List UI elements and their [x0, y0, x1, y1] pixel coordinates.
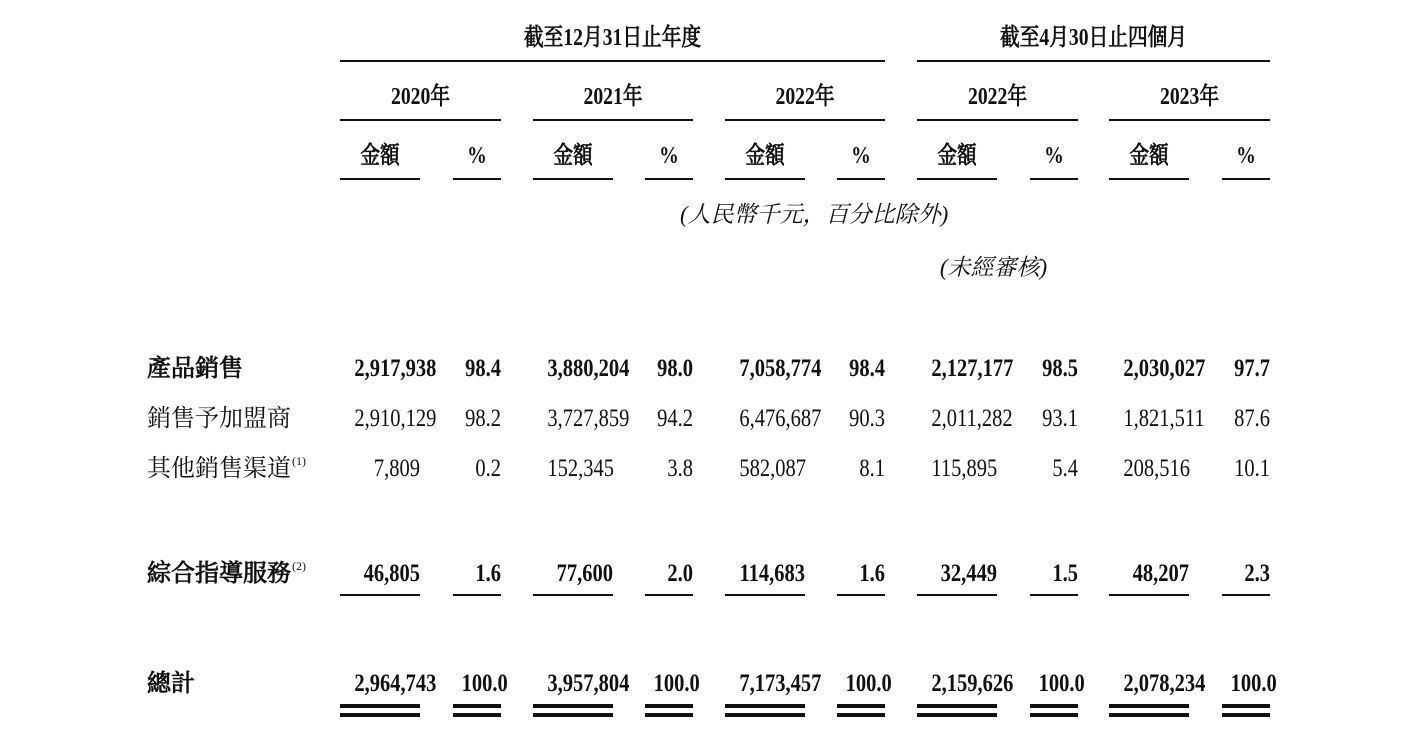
total-double-rule	[533, 713, 613, 717]
amount-cell: 208,516	[1123, 455, 1191, 482]
year-header: 2022年	[775, 84, 835, 110]
subtotal-rule	[645, 594, 693, 596]
total-double-rule	[645, 713, 693, 717]
percent-cell: 1.5	[1052, 560, 1078, 587]
amount-header: 金額	[1129, 143, 1169, 169]
group-header-four-months: 截至4月30日止四個月	[1000, 25, 1187, 51]
amount-cell: 1,821,511	[1123, 405, 1205, 432]
total-double-rule	[917, 713, 997, 717]
footnote-marker: (1)	[292, 454, 306, 468]
percent-cell: 98.0	[657, 355, 693, 382]
percent-cell: 94.2	[657, 405, 693, 432]
total-double-rule	[645, 704, 693, 708]
amount-header: 金額	[360, 143, 400, 169]
percent-cell: 100.0	[1230, 670, 1277, 697]
year-header-rule	[917, 119, 1078, 121]
amount-cell: 3,957,804	[547, 670, 630, 697]
percent-cell: 0.2	[475, 455, 501, 482]
row-label-text: 綜合指導服務	[147, 561, 291, 587]
amount-cell: 582,087	[739, 455, 807, 482]
amount-cell: 7,173,457	[739, 670, 822, 697]
percent-cell: 5.4	[1052, 455, 1078, 482]
percent-cell: 2.3	[1244, 560, 1270, 587]
amount-header: 金額	[745, 143, 785, 169]
total-double-rule	[837, 713, 885, 717]
amount-header: 金額	[937, 143, 977, 169]
row-label	[147, 357, 243, 381]
percent-cell: 8.1	[859, 455, 885, 482]
percent-cell: 100.0	[461, 670, 508, 697]
amount-cell: 2,127,177	[931, 355, 1014, 382]
total-double-rule	[725, 704, 805, 708]
unit-note: (人民幣千元，百分比除外)	[680, 202, 949, 227]
percent-cell: 98.2	[465, 405, 501, 432]
percent-cell: 98.4	[465, 355, 501, 382]
group-header-rule	[340, 60, 885, 62]
amount-cell: 2,964,743	[354, 670, 437, 697]
percent-cell: 10.1	[1234, 455, 1270, 482]
row-label-text: 其他銷售渠道	[147, 456, 291, 482]
year-header-rule	[1109, 119, 1270, 121]
subtotal-rule	[340, 594, 420, 596]
subtotal-rule	[533, 594, 613, 596]
amount-cell: 3,727,859	[547, 405, 630, 432]
subtotal-rule	[725, 594, 805, 596]
amount-cell: 77,600	[556, 560, 613, 587]
sub-header-rule	[1222, 178, 1270, 180]
percent-cell: 1.6	[859, 560, 885, 587]
group-header-fiscal-year: 截至12月31日止年度	[523, 25, 702, 51]
percent-cell: 98.4	[849, 355, 885, 382]
percent-cell: 93.1	[1042, 405, 1078, 432]
amount-cell: 32,449	[940, 560, 997, 587]
amount-cell: 6,476,687	[739, 405, 822, 432]
total-double-rule	[1222, 704, 1270, 708]
year-header-rule	[533, 119, 693, 121]
total-double-rule	[340, 713, 420, 717]
amount-cell: 114,683	[739, 560, 805, 587]
amount-cell: 2,159,626	[931, 670, 1014, 697]
percent-cell: 100.0	[845, 670, 892, 697]
subtotal-rule	[1030, 594, 1078, 596]
sub-header-rule	[725, 178, 805, 180]
row-label	[147, 407, 291, 431]
percent-cell: 87.6	[1234, 405, 1270, 432]
subtotal-rule	[837, 594, 885, 596]
total-double-rule	[340, 704, 420, 708]
year-header-rule	[340, 119, 501, 121]
sub-header-rule	[453, 178, 501, 180]
amount-cell: 115,895	[931, 455, 998, 482]
amount-cell: 2,078,234	[1123, 670, 1206, 697]
percent-cell: 90.3	[849, 405, 885, 432]
percent-header: %	[467, 143, 487, 169]
percent-cell: 100.0	[653, 670, 700, 697]
amount-cell: 7,058,774	[739, 355, 822, 382]
subtotal-rule	[1109, 594, 1189, 596]
amount-cell: 3,880,204	[547, 355, 630, 382]
amount-cell: 2,917,938	[354, 355, 437, 382]
total-double-rule	[453, 713, 501, 717]
amount-cell: 46,805	[363, 560, 420, 587]
sub-header-rule	[1109, 178, 1189, 180]
sub-header-rule	[837, 178, 885, 180]
percent-cell: 100.0	[1038, 670, 1085, 697]
year-header-rule	[725, 119, 885, 121]
total-double-rule	[453, 704, 501, 708]
row-label-text: 產品銷售	[147, 356, 243, 382]
amount-cell: 152,345	[547, 455, 615, 482]
percent-header: %	[1236, 143, 1256, 169]
percent-cell: 2.0	[667, 560, 693, 587]
year-header: 2023年	[1159, 84, 1220, 110]
subtotal-rule	[917, 594, 997, 596]
sub-header-rule	[340, 178, 420, 180]
row-label	[147, 559, 306, 587]
total-double-rule	[1222, 713, 1270, 717]
total-double-rule	[837, 704, 885, 708]
percent-header: %	[659, 143, 679, 169]
sub-header-rule	[645, 178, 693, 180]
percent-cell: 98.5	[1042, 355, 1078, 382]
amount-cell: 2,011,282	[931, 405, 1013, 432]
amount-cell: 7,809	[373, 455, 420, 482]
percent-cell: 1.6	[475, 560, 501, 587]
amount-cell: 2,030,027	[1123, 355, 1206, 382]
year-header: 2020年	[390, 84, 451, 110]
footnote-marker: (2)	[292, 559, 306, 573]
total-double-rule	[533, 704, 613, 708]
unaudited-note: (未經審核)	[939, 255, 1048, 280]
total-double-rule	[917, 704, 997, 708]
percent-cell: 97.7	[1234, 355, 1270, 382]
total-double-rule	[1030, 704, 1078, 708]
total-double-rule	[1109, 704, 1189, 708]
subtotal-rule	[453, 594, 501, 596]
sub-header-rule	[1030, 178, 1078, 180]
percent-header: %	[1044, 143, 1064, 169]
total-double-rule	[1109, 713, 1189, 717]
row-label	[147, 672, 195, 696]
sub-header-rule	[533, 178, 613, 180]
amount-header: 金額	[553, 143, 593, 169]
row-label	[147, 454, 306, 482]
percent-cell: 3.8	[667, 455, 693, 482]
amount-cell: 48,207	[1132, 560, 1189, 587]
year-header: 2022年	[967, 84, 1028, 110]
row-label-text: 銷售予加盟商	[147, 406, 291, 432]
percent-header: %	[851, 143, 871, 169]
amount-cell: 2,910,129	[354, 405, 437, 432]
group-header-rule	[917, 60, 1270, 62]
total-double-rule	[1030, 713, 1078, 717]
subtotal-rule	[1222, 594, 1270, 596]
sub-header-rule	[917, 178, 997, 180]
total-double-rule	[725, 713, 805, 717]
row-label-text: 總計	[147, 671, 195, 697]
year-header: 2021年	[583, 84, 643, 110]
